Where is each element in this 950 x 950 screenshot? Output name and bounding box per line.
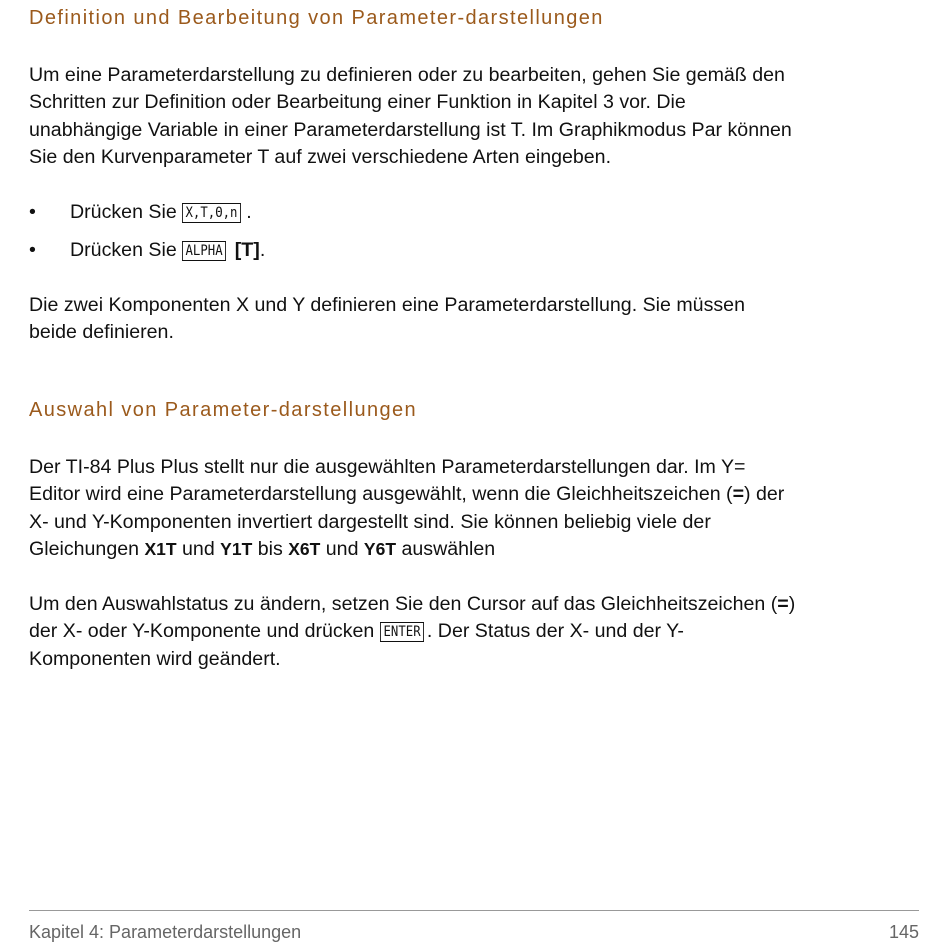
section-heading-selection: Auswahl von Parameter-darstellungen: [29, 399, 418, 421]
document-page: Definition und Bearbeitung von Parameter-darstellungen Um eine Parameterdarstellung zu definieren oder zu bearbeiten, gehen Sie gemäß den Schritten zur Definition oder Bearbeitung einer Funktion in Kapitel 3 vor. Die unabhängige Variable in einer Parameterdarstellung ist T. Im Graphikmodus Par können Sie den Kurvenparameter T auf zwei verschiedene Arten eingeben. • Drücken Sie X,T,Θ,n . • Drücken Sie ALPHA [T]. Die zwei Komponenten X und Y definieren eine Parameterdarstellung. Sie müssen beide definieren. Auswahl von Parameter-darstellungen Der TI-84 Plus Plus stellt nur die ausgewählten Parameterdarstellungen dar. Im Y= Editor wird eine Parameterdarstellung ausgewählt, wenn die Gleichheitszeichen (=) der X- und Y-Komponenten invertiert dargestellt sind. Sie können beliebig viele der Gleichungen X1T und Y1T bis X6T und Y6T auswählen Um den Auswahlstatus zu ändern, setzen Sie den Cursor auf das Gleichheitszeichen (=) der X- oder Y-Komponente und drücken ENTER . Der Status der X- und der Y- Komponenten wird geändert. Kapitel 4: Parameterdarstellungen 145: [29, 7, 919, 942]
bullet-dot: •: [29, 201, 36, 223]
footer-page-number: 145: [888, 922, 919, 942]
paragraph-selection: Der TI-84 Plus Plus stellt nur die ausgewählten Parameterdarstellungen dar. Im Y= Editor wird eine Parameterdarstellung ausgewählt, wenn die Gleichheitszeichen (=) der X- und Y-Komponenten invertiert dargestellt sind. Sie können beliebig viele der Gleichungen X1T und Y1T bis X6T und Y6T auswählen: [29, 456, 785, 560]
bullet-dot: •: [29, 239, 36, 261]
paragraph-components: Die zwei Komponenten X und Y definieren eine Parameterdarstellung. Sie müssen beide definieren.: [29, 294, 745, 344]
key-t-label: [T]: [234, 239, 260, 261]
section-heading-definition: Definition und Bearbeitung von Parameter-darstellungen: [29, 7, 604, 29]
key-xtthetan-icon: X,T,Θ,n: [182, 203, 241, 223]
footer-chapter: Kapitel 4: Parameterdarstellungen: [29, 922, 302, 942]
paragraph-definition: Um eine Parameterdarstellung zu definieren oder zu bearbeiten, gehen Sie gemäß den Schritten zur Definition oder Bearbeitung einer Funktion in Kapitel 3 vor. Die unabhängige Variable in einer Parameterdarstellung ist T. Im Graphikmodus Par können Sie den Kurvenparameter T auf zwei verschiedene Arten eingeben.: [29, 64, 792, 168]
footer-divider: [29, 910, 919, 911]
paragraph-status: Um den Auswahlstatus zu ändern, setzen Sie den Cursor auf das Gleichheitszeichen (=) der X- oder Y-Komponente und drücken ENTER . Der Status der X- und der Y- Komponenten wird geändert.: [29, 593, 796, 670]
key-alpha-icon: ALPHA: [182, 241, 226, 261]
key-enter-icon: ENTER: [380, 622, 424, 642]
